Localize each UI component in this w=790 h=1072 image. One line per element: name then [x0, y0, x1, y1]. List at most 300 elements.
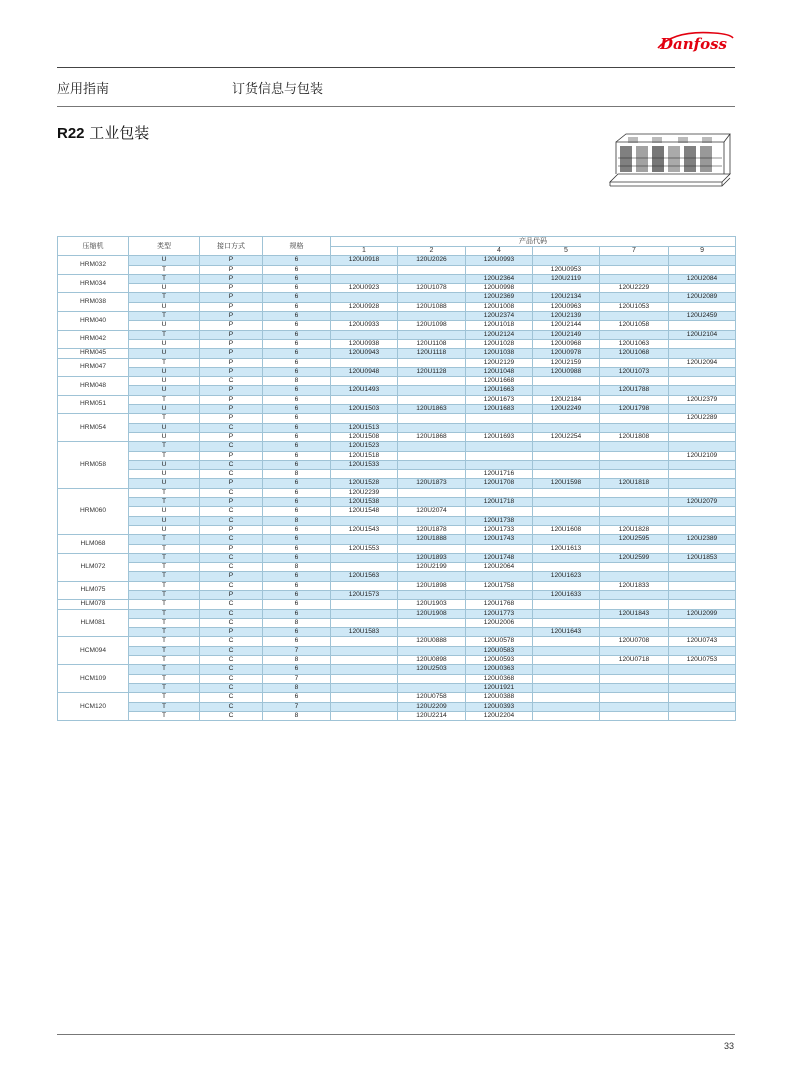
page-number: 33	[723, 1041, 734, 1051]
type-cell: U	[129, 432, 200, 441]
code-cell	[600, 507, 669, 516]
code-cell	[533, 609, 600, 618]
code-cell	[600, 544, 669, 553]
code-cell	[669, 479, 736, 488]
table-row	[58, 646, 736, 655]
code-cell	[533, 488, 600, 497]
code-cell	[533, 702, 600, 711]
code-cell: 120U2159	[533, 358, 600, 367]
type-cell: U	[129, 516, 200, 525]
code-cell	[331, 535, 398, 544]
code-cell: 120U0388	[466, 693, 533, 702]
code-cell	[600, 572, 669, 581]
type-cell: U	[129, 256, 200, 265]
code-cell	[669, 544, 736, 553]
model-cell: HRM047	[58, 358, 129, 377]
table-row	[58, 693, 736, 702]
code-cell: 120U2289	[669, 414, 736, 423]
code-cell	[669, 628, 736, 637]
table-row	[58, 256, 736, 265]
code-cell	[331, 516, 398, 525]
code-cell: 120U2079	[669, 498, 736, 507]
spec-cell: 6	[263, 460, 331, 469]
code-cell: 120U1673	[466, 395, 533, 404]
table-row	[58, 312, 736, 321]
spec-cell: 6	[263, 609, 331, 618]
code-cell: 120U1788	[600, 386, 669, 395]
packaging-table	[57, 236, 736, 721]
type-cell: T	[129, 683, 200, 692]
model-cell: HRM060	[58, 488, 129, 534]
spec-cell: 8	[263, 516, 331, 525]
code-cell	[398, 451, 466, 460]
code-cell	[600, 674, 669, 683]
code-cell	[398, 572, 466, 581]
footer-rule	[57, 1034, 735, 1035]
code-cell	[600, 377, 669, 386]
code-cell	[331, 265, 398, 274]
code-cell	[600, 516, 669, 525]
connection-cell: P	[200, 256, 263, 265]
type-cell: T	[129, 498, 200, 507]
type-cell: T	[129, 442, 200, 451]
type-cell: U	[129, 470, 200, 479]
spec-cell: 6	[263, 414, 331, 423]
code-cell	[600, 693, 669, 702]
code-cell: 120U2599	[600, 553, 669, 562]
code-cell	[533, 386, 600, 395]
type-cell: U	[129, 460, 200, 469]
code-cell: 120U2094	[669, 358, 736, 367]
type-cell: T	[129, 590, 200, 599]
code-cell: 120U1503	[331, 405, 398, 414]
code-cell	[331, 293, 398, 302]
code-cell: 120U1078	[398, 284, 466, 293]
model-cell: HRM042	[58, 330, 129, 349]
model-cell: HRM058	[58, 442, 129, 488]
spec-cell: 8	[263, 711, 331, 720]
code-cell	[331, 581, 398, 590]
code-cell	[398, 274, 466, 283]
code-cell	[533, 600, 600, 609]
code-cell: 120U1663	[466, 386, 533, 395]
code-cell: 120U2064	[466, 563, 533, 572]
model-cell: HRM048	[58, 377, 129, 396]
connection-cell: C	[200, 600, 263, 609]
connection-cell: C	[200, 711, 263, 720]
code-cell: 120U1808	[600, 432, 669, 441]
spec-cell: 6	[263, 637, 331, 646]
table-row	[58, 618, 736, 627]
table-row	[58, 395, 736, 404]
code-cell: 120U0368	[466, 674, 533, 683]
table-row	[58, 711, 736, 720]
model-cell: HLM068	[58, 535, 129, 554]
connection-cell: P	[200, 479, 263, 488]
code-cell	[466, 265, 533, 274]
code-cell: 120U2249	[533, 405, 600, 414]
code-cell: 120U0743	[669, 637, 736, 646]
code-cell	[600, 488, 669, 497]
spec-cell: 6	[263, 693, 331, 702]
code-cell	[331, 312, 398, 321]
type-cell: T	[129, 572, 200, 581]
code-cell	[533, 693, 600, 702]
code-cell	[669, 702, 736, 711]
table-row	[58, 656, 736, 665]
spec-cell: 6	[263, 349, 331, 358]
code-cell: 120U1853	[669, 553, 736, 562]
code-cell: 120U1053	[600, 302, 669, 311]
code-cell	[600, 274, 669, 283]
table-row	[58, 628, 736, 637]
type-cell: T	[129, 488, 200, 497]
code-cell: 120U1693	[466, 432, 533, 441]
connection-cell: C	[200, 516, 263, 525]
code-cell: 120U0898	[398, 656, 466, 665]
code-cell	[533, 516, 600, 525]
type-cell: T	[129, 293, 200, 302]
table-row	[58, 405, 736, 414]
code-cell: 120U0393	[466, 702, 533, 711]
code-cell: 120U1843	[600, 609, 669, 618]
spec-cell: 6	[263, 423, 331, 432]
table-row	[58, 507, 736, 516]
code-cell	[398, 516, 466, 525]
code-cell	[669, 442, 736, 451]
code-cell: 120U0753	[669, 656, 736, 665]
code-cell: 120U0708	[600, 637, 669, 646]
code-cell: 120U0938	[331, 339, 398, 348]
code-cell	[600, 395, 669, 404]
code-cell	[331, 693, 398, 702]
table-row	[58, 293, 736, 302]
code-cell	[398, 683, 466, 692]
header-section: 应用指南	[57, 82, 110, 97]
connection-cell: C	[200, 581, 263, 590]
type-cell: U	[129, 349, 200, 358]
code-cell: 120U2109	[669, 451, 736, 460]
connection-cell: P	[200, 590, 263, 599]
code-cell: 120U0928	[331, 302, 398, 311]
code-cell	[466, 507, 533, 516]
code-cell: 120U0918	[331, 256, 398, 265]
spec-cell: 6	[263, 628, 331, 637]
code-cell: 120U1863	[398, 405, 466, 414]
type-cell: T	[129, 637, 200, 646]
table-row	[58, 665, 736, 674]
code-cell: 120U2099	[669, 609, 736, 618]
connection-cell: P	[200, 284, 263, 293]
table-row	[58, 423, 736, 432]
spec-cell: 6	[263, 284, 331, 293]
spec-cell: 6	[263, 572, 331, 581]
code-cell	[331, 377, 398, 386]
connection-cell: P	[200, 395, 263, 404]
spec-cell: 8	[263, 618, 331, 627]
connection-cell: C	[200, 470, 263, 479]
table-row	[58, 358, 736, 367]
table-row	[58, 563, 736, 572]
connection-cell: P	[200, 339, 263, 348]
code-cell	[533, 656, 600, 665]
code-cell	[331, 683, 398, 692]
code-cell: 120U2026	[398, 256, 466, 265]
code-cell	[533, 683, 600, 692]
connection-cell: P	[200, 274, 263, 283]
type-cell: T	[129, 618, 200, 627]
code-cell	[466, 572, 533, 581]
code-cell	[600, 293, 669, 302]
code-cell	[331, 674, 398, 683]
code-cell	[600, 414, 669, 423]
code-cell	[331, 637, 398, 646]
code-cell	[331, 702, 398, 711]
type-cell: T	[129, 395, 200, 404]
code-cell	[669, 284, 736, 293]
code-cell	[600, 256, 669, 265]
spec-cell: 6	[263, 432, 331, 441]
code-cell: 120U2144	[533, 321, 600, 330]
danfoss-logo	[654, 28, 736, 56]
table-row	[58, 302, 736, 311]
code-cell: 120U0888	[398, 637, 466, 646]
type-cell: T	[129, 274, 200, 283]
type-cell: U	[129, 302, 200, 311]
packaging-table-wrapper	[57, 236, 735, 721]
connection-cell: C	[200, 535, 263, 544]
code-cell: 120U0933	[331, 321, 398, 330]
code-cell	[331, 274, 398, 283]
table-row	[58, 590, 736, 599]
code-cell	[669, 590, 736, 599]
model-cell: HCM120	[58, 693, 129, 721]
type-cell: T	[129, 665, 200, 674]
spec-cell: 6	[263, 293, 331, 302]
code-cell	[398, 674, 466, 683]
code-cell: 120U1068	[600, 349, 669, 358]
code-cell: 120U1108	[398, 339, 466, 348]
table-row	[58, 702, 736, 711]
spec-cell: 6	[263, 405, 331, 414]
spec-cell: 7	[263, 674, 331, 683]
header-subject: 订货信息与包装	[232, 82, 324, 97]
code-cell	[398, 442, 466, 451]
code-cell: 120U1598	[533, 479, 600, 488]
spec-cell: 6	[263, 535, 331, 544]
connection-cell: P	[200, 330, 263, 339]
table-row	[58, 525, 736, 534]
table-row	[58, 516, 736, 525]
type-cell: T	[129, 553, 200, 562]
code-cell	[600, 451, 669, 460]
connection-cell: C	[200, 460, 263, 469]
model-cell: HLM081	[58, 609, 129, 637]
model-cell: HLM072	[58, 553, 129, 581]
code-cell	[331, 646, 398, 655]
code-cell	[669, 711, 736, 720]
code-cell: 120U1868	[398, 432, 466, 441]
code-cell	[331, 665, 398, 674]
spec-cell: 6	[263, 265, 331, 274]
code-cell: 120U2139	[533, 312, 600, 321]
code-cell	[533, 284, 600, 293]
code-cell: 120U1528	[331, 479, 398, 488]
code-cell	[331, 656, 398, 665]
col-header-pack: 7	[600, 247, 669, 256]
code-cell	[398, 293, 466, 302]
code-cell: 120U2239	[331, 488, 398, 497]
code-cell: 120U0968	[533, 339, 600, 348]
table-row	[58, 339, 736, 348]
code-cell	[600, 563, 669, 572]
code-cell: 120U0953	[533, 265, 600, 274]
connection-cell: P	[200, 302, 263, 311]
spec-cell: 6	[263, 600, 331, 609]
spec-cell: 7	[263, 702, 331, 711]
spec-cell: 6	[263, 479, 331, 488]
model-cell: HRM032	[58, 256, 129, 275]
spec-cell: 6	[263, 395, 331, 404]
table-row	[58, 451, 736, 460]
type-cell: T	[129, 702, 200, 711]
code-cell: 120U1716	[466, 470, 533, 479]
code-cell	[600, 442, 669, 451]
connection-cell: P	[200, 451, 263, 460]
code-cell	[669, 265, 736, 274]
code-cell	[669, 321, 736, 330]
code-cell	[533, 618, 600, 627]
code-cell: 120U1608	[533, 525, 600, 534]
connection-cell: C	[200, 656, 263, 665]
code-cell	[398, 470, 466, 479]
code-cell: 120U1553	[331, 544, 398, 553]
model-cell: HRM051	[58, 395, 129, 414]
code-cell	[669, 516, 736, 525]
table-row	[58, 470, 736, 479]
type-cell: U	[129, 525, 200, 534]
code-cell: 120U1523	[331, 442, 398, 451]
type-cell: U	[129, 405, 200, 414]
code-cell: 120U1028	[466, 339, 533, 348]
type-cell: U	[129, 423, 200, 432]
code-cell	[398, 590, 466, 599]
code-cell	[533, 470, 600, 479]
code-cell: 120U1048	[466, 367, 533, 376]
code-cell	[466, 628, 533, 637]
code-cell: 120U2119	[533, 274, 600, 283]
code-cell	[533, 646, 600, 655]
code-cell	[669, 377, 736, 386]
connection-cell: P	[200, 293, 263, 302]
code-cell: 120U1038	[466, 349, 533, 358]
type-cell: T	[129, 600, 200, 609]
model-cell: HRM054	[58, 414, 129, 442]
code-cell: 120U1518	[331, 451, 398, 460]
code-cell: 120U1893	[398, 553, 466, 562]
code-cell	[669, 367, 736, 376]
code-cell: 120U1063	[600, 339, 669, 348]
type-cell: U	[129, 367, 200, 376]
spec-cell: 6	[263, 302, 331, 311]
connection-cell: C	[200, 702, 263, 711]
spec-cell: 6	[263, 451, 331, 460]
code-cell	[331, 600, 398, 609]
spec-cell: 8	[263, 683, 331, 692]
code-cell: 120U2124	[466, 330, 533, 339]
header-rule	[57, 106, 735, 107]
connection-cell: P	[200, 414, 263, 423]
table-row	[58, 284, 736, 293]
type-cell: T	[129, 609, 200, 618]
code-cell: 120U0583	[466, 646, 533, 655]
code-cell	[600, 665, 669, 674]
code-cell	[466, 460, 533, 469]
type-cell: T	[129, 312, 200, 321]
table-row	[58, 386, 736, 395]
code-cell: 120U1563	[331, 572, 398, 581]
code-cell: 120U0363	[466, 665, 533, 674]
code-cell	[398, 544, 466, 553]
code-cell	[600, 702, 669, 711]
code-cell: 120U1538	[331, 498, 398, 507]
spec-cell: 6	[263, 386, 331, 395]
connection-cell: P	[200, 386, 263, 395]
code-cell	[533, 637, 600, 646]
code-cell: 120U2209	[398, 702, 466, 711]
table-row	[58, 600, 736, 609]
connection-cell: C	[200, 507, 263, 516]
page-title	[57, 122, 149, 143]
code-cell: 120U1908	[398, 609, 466, 618]
type-cell: U	[129, 339, 200, 348]
col-header-codes: 产品代码	[331, 237, 736, 247]
code-cell: 120U2369	[466, 293, 533, 302]
code-cell	[600, 711, 669, 720]
code-cell	[669, 349, 736, 358]
code-cell: 120U1873	[398, 479, 466, 488]
code-cell	[669, 423, 736, 432]
code-cell: 120U1513	[331, 423, 398, 432]
spec-cell: 8	[263, 656, 331, 665]
code-cell	[398, 628, 466, 637]
table-row	[58, 414, 736, 423]
spec-cell: 6	[263, 330, 331, 339]
code-cell: 120U0943	[331, 349, 398, 358]
connection-cell: C	[200, 423, 263, 432]
code-cell: 120U1733	[466, 525, 533, 534]
spec-cell: 6	[263, 274, 331, 283]
code-cell: 120U2134	[533, 293, 600, 302]
code-cell: 120U2364	[466, 274, 533, 283]
code-cell	[669, 432, 736, 441]
code-cell	[600, 628, 669, 637]
code-cell: 120U1088	[398, 302, 466, 311]
connection-cell: C	[200, 674, 263, 683]
code-cell	[669, 470, 736, 479]
connection-cell: C	[200, 442, 263, 451]
type-cell: T	[129, 646, 200, 655]
spec-cell: 6	[263, 312, 331, 321]
code-cell	[331, 711, 398, 720]
top-rule	[57, 67, 735, 68]
logo-text: Danfoss	[660, 35, 727, 53]
code-cell	[669, 507, 736, 516]
code-cell: 120U1921	[466, 683, 533, 692]
table-row	[58, 683, 736, 692]
code-cell	[466, 414, 533, 423]
code-cell: 120U1018	[466, 321, 533, 330]
